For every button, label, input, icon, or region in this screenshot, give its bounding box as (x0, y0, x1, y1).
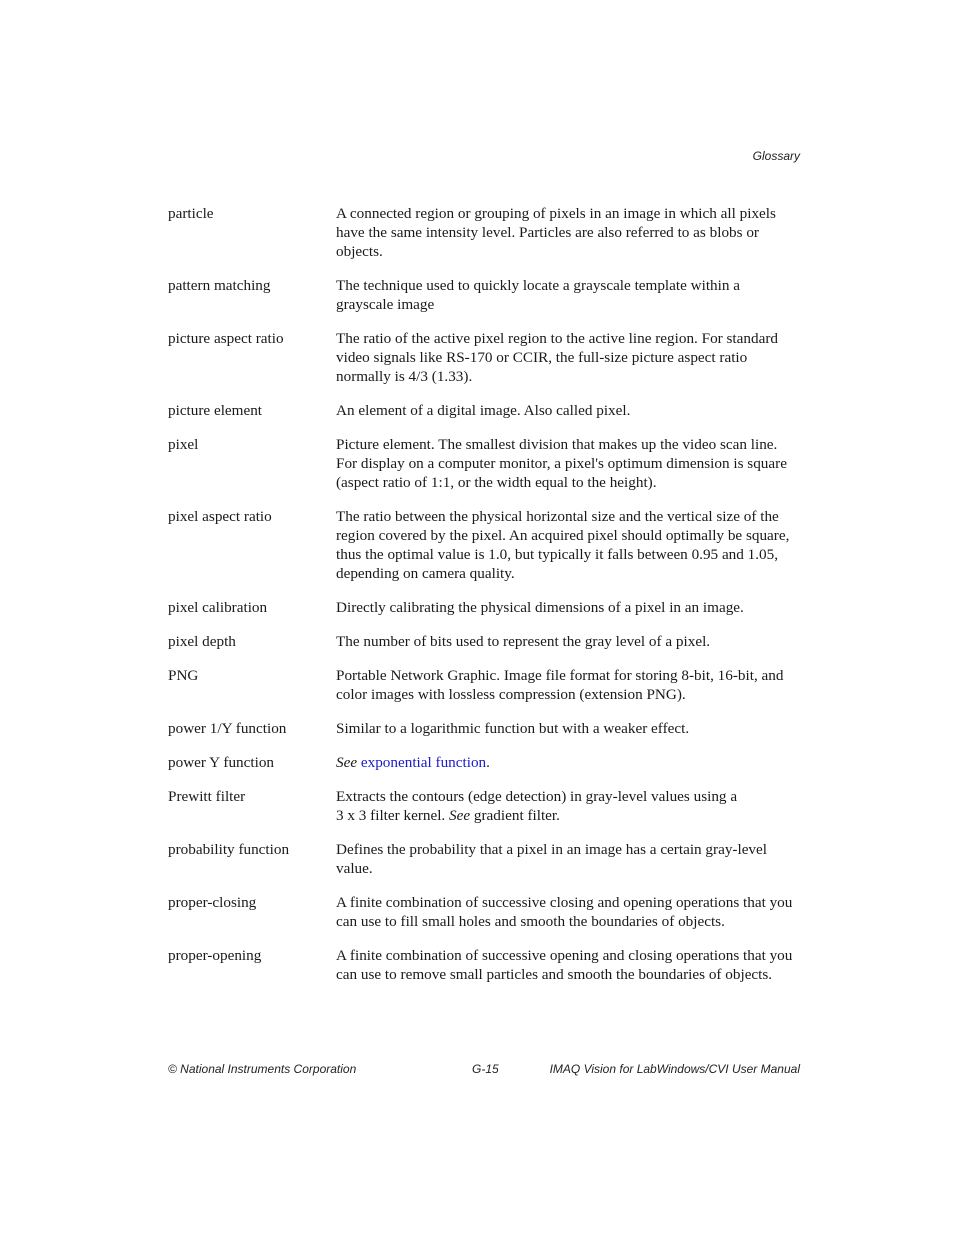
definition-part: gradient filter. (473, 807, 560, 824)
glossary-entry-prewitt-filter (168, 787, 800, 825)
glossary-term: pixel calibration (168, 599, 268, 616)
glossary-term: PNG (168, 667, 199, 684)
glossary-entry-png (168, 666, 800, 704)
glossary-term: power 1/Y function (168, 720, 287, 737)
glossary-definition (336, 753, 800, 772)
cross-reference-link[interactable]: exponential function (360, 754, 487, 771)
glossary-list (168, 204, 800, 984)
glossary-definition: The ratio between the physical horizontal size and the vertical size of the region covered by the pixel. An acquired pixel should optimally be square, thus the optimal value is 1.0, but typically it falls between 0.95 and 1.05, depending on camera quality. (336, 508, 790, 582)
glossary-definition: A finite combination of successive closing and opening operations that you can use to fill small holes and smooth the boundaries of objects. (336, 894, 793, 930)
glossary-term: pixel depth (168, 633, 236, 650)
glossary-definition: The number of bits used to represent the gray level of a pixel. (336, 633, 711, 650)
glossary-entry-power-y-function (168, 753, 800, 772)
glossary-definition: Picture element. The smallest division that makes up the video scan line. For display on a computer monitor, a pixel's optimum dimension is square (aspect ratio of 1:1, or the width equal to the height). (336, 436, 787, 491)
glossary-definition: An element of a digital image. Also called pixel. (336, 402, 631, 419)
glossary-term: pattern matching (168, 277, 271, 294)
glossary-entry-power-1-y-function (168, 719, 800, 738)
glossary-definition: A finite combination of successive opening and closing operations that you can use to remove small particles and smooth the boundaries of objects. (336, 947, 793, 983)
glossary-definition: Similar to a logarithmic function but with a weaker effect. (336, 720, 690, 737)
glossary-definition (336, 787, 800, 825)
glossary-definition: Directly calibrating the physical dimensions of a pixel in an image. (336, 599, 744, 616)
glossary-term: pixel (168, 436, 199, 453)
glossary-term: power Y function (168, 754, 275, 771)
glossary-entry-probability-function (168, 840, 800, 878)
running-header: Glossary (752, 149, 800, 163)
definition-part: Extracts the contours (edge detection) in gray-level values using a (336, 788, 738, 805)
glossary-term: picture element (168, 402, 263, 419)
glossary-entry-pixel (168, 435, 800, 492)
glossary-term: proper-closing (168, 894, 257, 911)
definition-part: 3 x 3 filter kernel. (336, 807, 446, 824)
footer-manual-title: IMAQ Vision for LabWindows/CVI User Manual (549, 1062, 800, 1076)
glossary-definition: Defines the probability that a pixel in an image has a certain gray-level value. (336, 841, 767, 877)
definition-trailing: . (486, 754, 490, 771)
glossary-term: Prewitt filter (168, 788, 246, 805)
see-label: See (449, 807, 471, 824)
glossary-entry-pixel-depth (168, 632, 800, 651)
glossary-entry-pattern-matching (168, 276, 800, 314)
glossary-entry-pixel-calibration (168, 598, 800, 617)
glossary-term: proper-opening (168, 947, 262, 964)
glossary-entry-picture-element (168, 401, 800, 420)
glossary-definition: A connected region or grouping of pixels in an image in which all pixels have the same intensity level. Particles are also referred to as blobs or objects. (336, 205, 776, 260)
glossary-entry-particle (168, 204, 800, 261)
footer-page-number: G-15 (472, 1062, 499, 1076)
glossary-entry-picture-aspect-ratio (168, 329, 800, 386)
glossary-definition: The technique used to quickly locate a grayscale template within a grayscale image (336, 277, 741, 313)
glossary-term: picture aspect ratio (168, 330, 284, 347)
glossary-entry-proper-closing (168, 893, 800, 931)
glossary-term: particle (168, 205, 214, 222)
glossary-definition: The ratio of the active pixel region to the active line region. For standard video signals like RS-170 or CCIR, the full-size picture aspect ratio normally is 4/3 (1.33). (336, 330, 778, 385)
glossary-definition: Portable Network Graphic. Image file format for storing 8-bit, 16-bit, and color images with lossless compression (extension PNG). (336, 667, 784, 703)
glossary-term: probability function (168, 841, 290, 858)
glossary-entry-proper-opening (168, 946, 800, 984)
glossary-term: pixel aspect ratio (168, 508, 272, 525)
footer-copyright: © National Instruments Corporation (168, 1062, 357, 1076)
glossary-entry-pixel-aspect-ratio (168, 507, 800, 583)
see-label: See (336, 754, 358, 771)
